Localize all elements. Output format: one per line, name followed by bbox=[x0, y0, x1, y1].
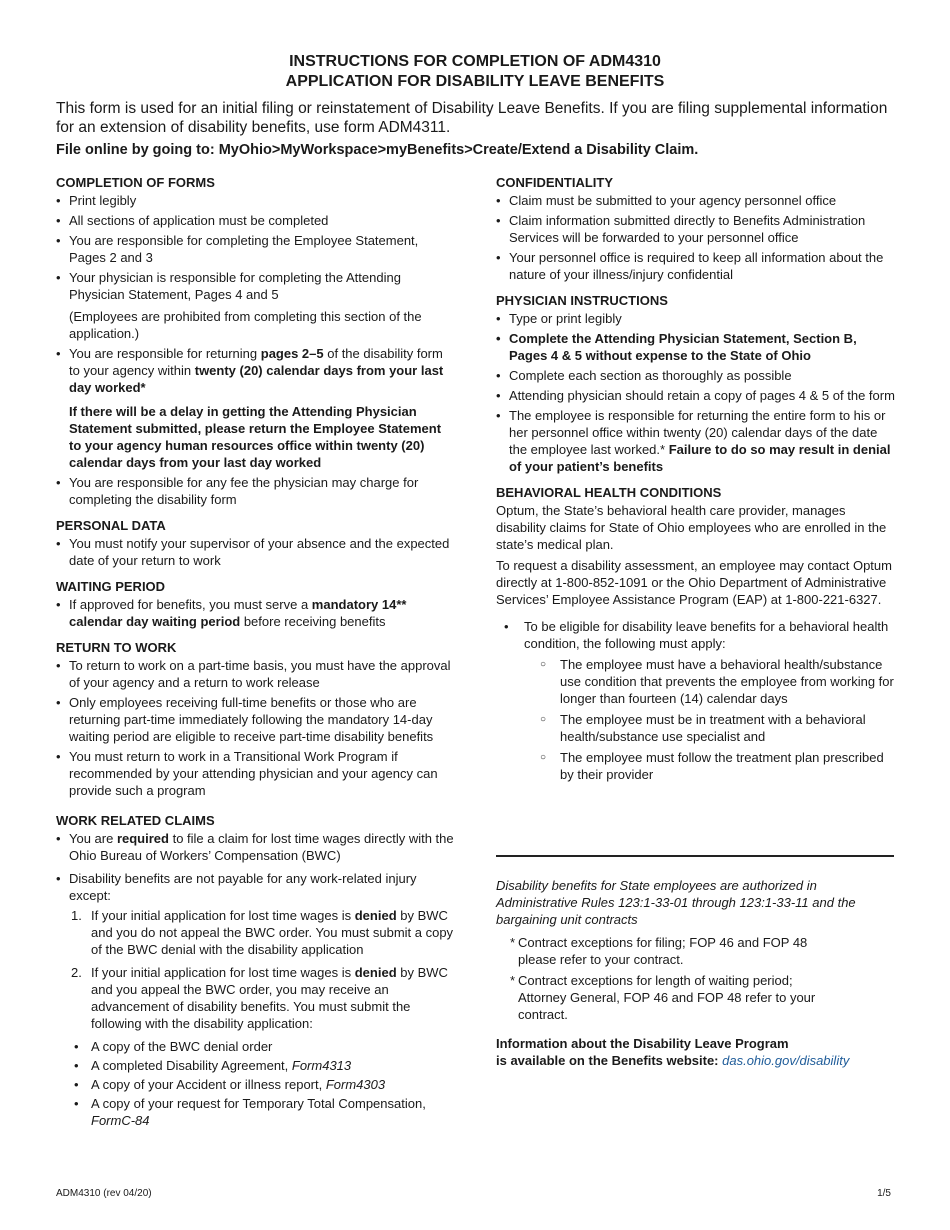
list-item: • To return to work on a part-time basis, you must have the approval of your agency and a return to work release bbox=[56, 657, 456, 691]
text: You are bbox=[69, 831, 117, 846]
exception-note bbox=[498, 934, 838, 968]
delay-note: If there will be a delay in getting the Attending Physician Statement submitted, please return the Employee Statement to your agency human resources office within twenty (20) calendar days from your last day worked bbox=[69, 404, 442, 470]
text: A completed Disability Agreement, bbox=[91, 1058, 292, 1073]
list-item: • Print legibly bbox=[56, 192, 456, 209]
list-item: • Type or print legibly bbox=[496, 310, 898, 327]
legal-notes bbox=[496, 877, 896, 1069]
form-revision: ADM4310 (rev 04/20) bbox=[56, 1188, 152, 1199]
list-item-text: Disability benefits are not payable for any work-related injury except: bbox=[69, 871, 417, 903]
section-heading: RETURN TO WORK bbox=[56, 640, 177, 655]
paragraph: Optum, the State’s behavioral health care provider, manages disability claims for State of Ohio employees who are enrolled in the state’s medical plan. bbox=[496, 503, 887, 552]
section-completion-of-forms bbox=[56, 174, 456, 508]
file-online-instruction: File online by going to: MyOhio>MyWorkspace>myBenefits>Create/Extend a Disability Claim. bbox=[56, 142, 699, 158]
program-info bbox=[496, 1035, 896, 1069]
section-heading: BEHAVIORAL HEALTH CONDITIONS bbox=[496, 485, 722, 500]
authorization-note: Disability benefits for State employees are authorized in Administrative Rules 123:1-33-01 through 123:1-33-11 and the bargaining unit contracts bbox=[496, 878, 856, 927]
title-line-1: INSTRUCTIONS FOR COMPLETION OF ADM4310 bbox=[289, 53, 661, 70]
text: A copy of your Accident or illness report, bbox=[91, 1077, 326, 1092]
list-item bbox=[56, 345, 456, 471]
form-number: FormC-84 bbox=[91, 1113, 150, 1128]
list-item bbox=[71, 1057, 456, 1074]
paragraph: To request a disability assessment, an employee may contact Optum directly at 1-800-852-1091 or the Ohio Department of Administrative Services’ Employee Assistance Program (EAP) at 1-800-221-6327. bbox=[496, 558, 892, 607]
list-item: • Complete the Attending Physician Statement, Section B, Pages 4 & 5 without expense to the State of Ohio bbox=[496, 330, 898, 364]
list-item bbox=[56, 830, 456, 864]
list-item bbox=[71, 1076, 456, 1093]
left-column bbox=[56, 174, 456, 1138]
asterisk: * bbox=[510, 935, 516, 950]
text: The employee is responsible for returning the entire form to his or her personnel office within twenty (20) calendar days of the date the employee last worked.* bbox=[509, 408, 886, 457]
intro-paragraph: This form is used for an initial filing or reinstatement of Disability Leave Benefits. If you are filing supplemental information for an extension of disability benefits, use form ADM4311. bbox=[56, 100, 888, 136]
section-heading: PERSONAL DATA bbox=[56, 518, 166, 533]
text-bold: Failure to do so may result in denial of your patient’s benefits bbox=[509, 442, 891, 474]
title-line-2: APPLICATION FOR DISABILITY LEAVE BENEFITS bbox=[285, 73, 665, 90]
list-item bbox=[56, 269, 456, 342]
list-item bbox=[496, 407, 898, 475]
section-personal-data bbox=[56, 517, 456, 569]
list-item: • A copy of the BWC denial order bbox=[71, 1038, 456, 1055]
list-item bbox=[56, 870, 456, 904]
text-bold: required bbox=[116, 831, 169, 846]
list-item: • Attending physician should retain a copy of pages 4 & 5 of the form bbox=[496, 387, 898, 404]
text: If your initial application for lost time wages is bbox=[91, 908, 355, 923]
eligibility-list bbox=[496, 618, 898, 783]
section-heading: PHYSICIAN INSTRUCTIONS bbox=[496, 293, 668, 308]
list-item: • All sections of application must be completed bbox=[56, 212, 456, 229]
text: A copy of your request for Temporary Total Compensation, bbox=[91, 1096, 426, 1111]
list-item-text: To be eligible for disability leave benefits for a behavioral health condition, the following must apply: bbox=[524, 619, 889, 651]
section-heading: WAITING PERIOD bbox=[56, 579, 166, 594]
required-documents-list bbox=[56, 1038, 456, 1129]
text: Contract exceptions for filing; FOP 46 and FOP 48 please refer to your contract. bbox=[518, 935, 808, 967]
list-item-text: Your physician is responsible for completing the Attending Physician Statement, Pages 4 and 5 bbox=[69, 270, 401, 302]
list-item: • You must notify your supervisor of your absence and the expected date of your return to work bbox=[56, 535, 456, 569]
list-item bbox=[496, 618, 898, 783]
section-confidentiality bbox=[496, 174, 898, 283]
text-bold: mandatory 14** calendar day waiting period bbox=[69, 597, 407, 629]
numbered-item bbox=[71, 964, 456, 1032]
text: to file a claim for lost time wages directly with the Ohio Bureau of Workers’ Compensation (BWC) bbox=[69, 831, 454, 863]
text-bold: twenty (20) calendar days from your last day worked* bbox=[69, 363, 444, 395]
text-bold: denied bbox=[354, 965, 397, 980]
text: You are responsible for returning bbox=[69, 346, 261, 361]
text: by BWC and you appeal the BWC order, you may receive an advancement of disability benefits. You must submit the following with the disability application: bbox=[91, 965, 448, 1031]
list-item bbox=[71, 1095, 456, 1129]
numbered-item bbox=[71, 907, 456, 958]
right-column bbox=[496, 174, 898, 792]
page-number: 1/5 bbox=[877, 1188, 891, 1199]
note: (Employees are prohibited from completing this section of the application.) bbox=[69, 309, 422, 341]
list-item: • Only employees receiving full-time benefits or those who are returning part-time immediately following the mandatory 14-day waiting period are eligible to receive part-time disability benefits bbox=[56, 694, 456, 745]
bullet: • bbox=[504, 619, 509, 634]
section-heading: WORK RELATED CLAIMS bbox=[56, 813, 215, 828]
form-number: Form4303 bbox=[325, 1077, 386, 1092]
conditions-list bbox=[524, 656, 898, 783]
list-item: ○ The employee must follow the treatment plan prescribed by their provider bbox=[540, 749, 898, 783]
numbered-list bbox=[56, 907, 456, 1032]
item-number: 2. bbox=[71, 965, 82, 980]
text: before receiving benefits bbox=[240, 614, 386, 629]
list-item: ○ The employee must have a behavioral health/substance use condition that prevents the employee from working for longer than fourteen (14) calendar days bbox=[540, 656, 898, 707]
page-title bbox=[0, 52, 950, 92]
list-item: • Claim information submitted directly to Benefits Administration Services will be forwarded to your personnel office bbox=[496, 212, 898, 246]
list-item: • Your personnel office is required to keep all information about the nature of your illness/injury confidential bbox=[496, 249, 898, 283]
list-item bbox=[56, 596, 456, 630]
text-bold: pages 2–5 bbox=[260, 346, 324, 361]
section-heading: CONFIDENTIALITY bbox=[496, 175, 613, 190]
text: If your initial application for lost time wages is bbox=[91, 965, 355, 980]
divider bbox=[496, 855, 894, 857]
list-item: • You are responsible for any fee the physician may charge for completing the disability form bbox=[56, 474, 456, 508]
text: is available on the Benefits website: bbox=[496, 1053, 723, 1068]
text: Contract exceptions for length of waiting period; Attorney General, FOP 46 and FOP 48 refer to your contract. bbox=[518, 973, 816, 1022]
section-waiting-period bbox=[56, 578, 456, 630]
list-item: • You are responsible for completing the Employee Statement, Pages 2 and 3 bbox=[56, 232, 456, 266]
list-item: ○ The employee must be in treatment with a behavioral health/substance use specialist and bbox=[540, 711, 898, 745]
asterisk: * bbox=[510, 973, 516, 988]
section-work-related-claims bbox=[56, 812, 456, 1129]
list-item: • Complete each section as thoroughly as possible bbox=[496, 367, 898, 384]
section-physician-instructions bbox=[496, 292, 898, 475]
section-behavioral-health bbox=[496, 484, 898, 783]
form-number: Form4313 bbox=[291, 1058, 352, 1073]
section-heading: COMPLETION OF FORMS bbox=[56, 175, 215, 190]
item-number: 1. bbox=[71, 908, 82, 923]
list-item: • Claim must be submitted to your agency personnel office bbox=[496, 192, 898, 209]
text: by BWC and you do not appeal the BWC order. You must submit a copy of the BWC denial with the disability application bbox=[91, 908, 454, 957]
text-bold: denied bbox=[354, 908, 397, 923]
list-item: • You must return to work in a Transitional Work Program if recommended by your attending physician and your agency can provide such a program bbox=[56, 748, 456, 799]
section-return-to-work bbox=[56, 639, 456, 799]
text: Information about the Disability Leave Program bbox=[496, 1036, 789, 1051]
disability-website-link[interactable]: das.ohio.gov/disability bbox=[722, 1053, 850, 1068]
text: If approved for benefits, you must serve a bbox=[69, 597, 312, 612]
text: of the disability form to your agency within bbox=[69, 346, 443, 378]
exception-note bbox=[498, 972, 838, 1023]
